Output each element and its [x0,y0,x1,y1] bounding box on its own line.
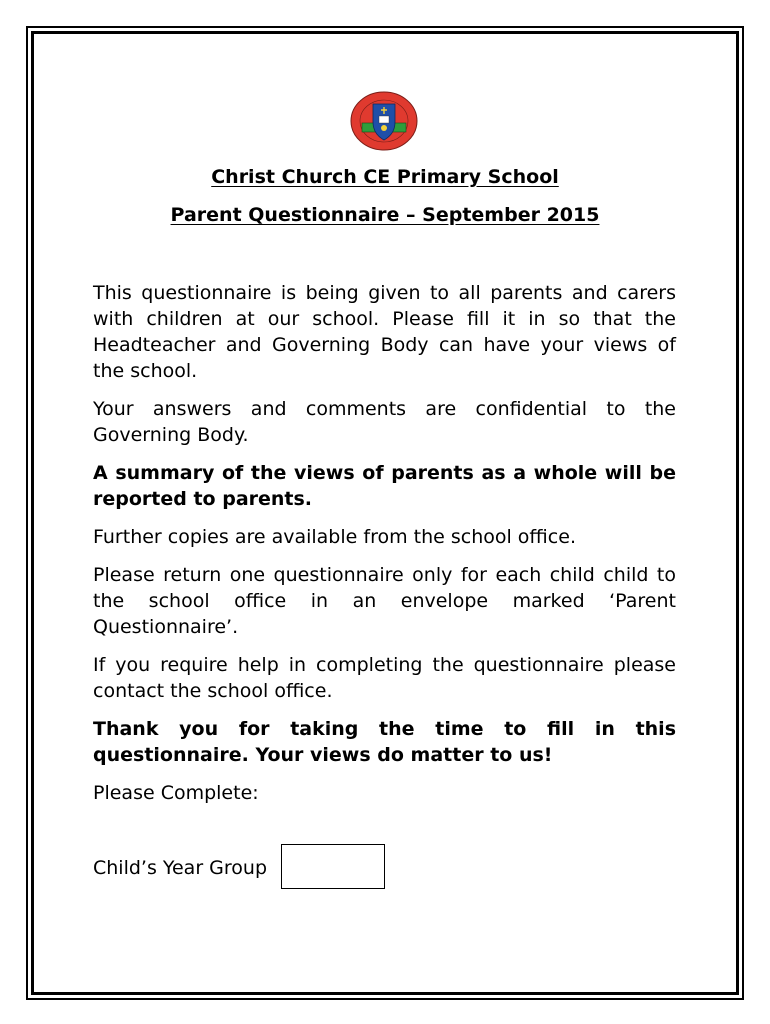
help-paragraph: If you require help in completing the questionnaire please contact the school office. [93,654,676,702]
thank-you-paragraph: Thank you for taking the time to fill in this questionnaire. Your views do matter to us! [93,718,676,766]
intro-text [93,280,676,818]
intro-paragraph: This questionnaire is being given to all parents and carers with children at our school. Please fill it in so that the Headteacher and Governing Body can have your views of the school. [93,282,676,382]
logo-emblem [381,125,387,131]
summary-paragraph: A summary of the views of parents as a whole will be reported to parents. [93,462,676,510]
questionnaire-title-heading: Parent Questionnaire – September 2015 [170,204,600,226]
year-group-input[interactable] [281,844,385,889]
school-name-heading: Christ Church CE Primary School [211,166,559,188]
return-paragraph: Please return one questionnaire only for each child child to the school office in an envelope marked ‘Parent Questionnaire’. [93,564,676,638]
logo-book [379,116,389,123]
confidentiality-paragraph: Your answers and comments are confidential to the Governing Body. [93,398,676,446]
copies-paragraph: Further copies are available from the school office. [93,526,576,548]
year-group-label: Child’s Year Group [93,857,268,879]
please-complete-label: Please Complete: [93,782,259,804]
school-logo [349,90,419,152]
